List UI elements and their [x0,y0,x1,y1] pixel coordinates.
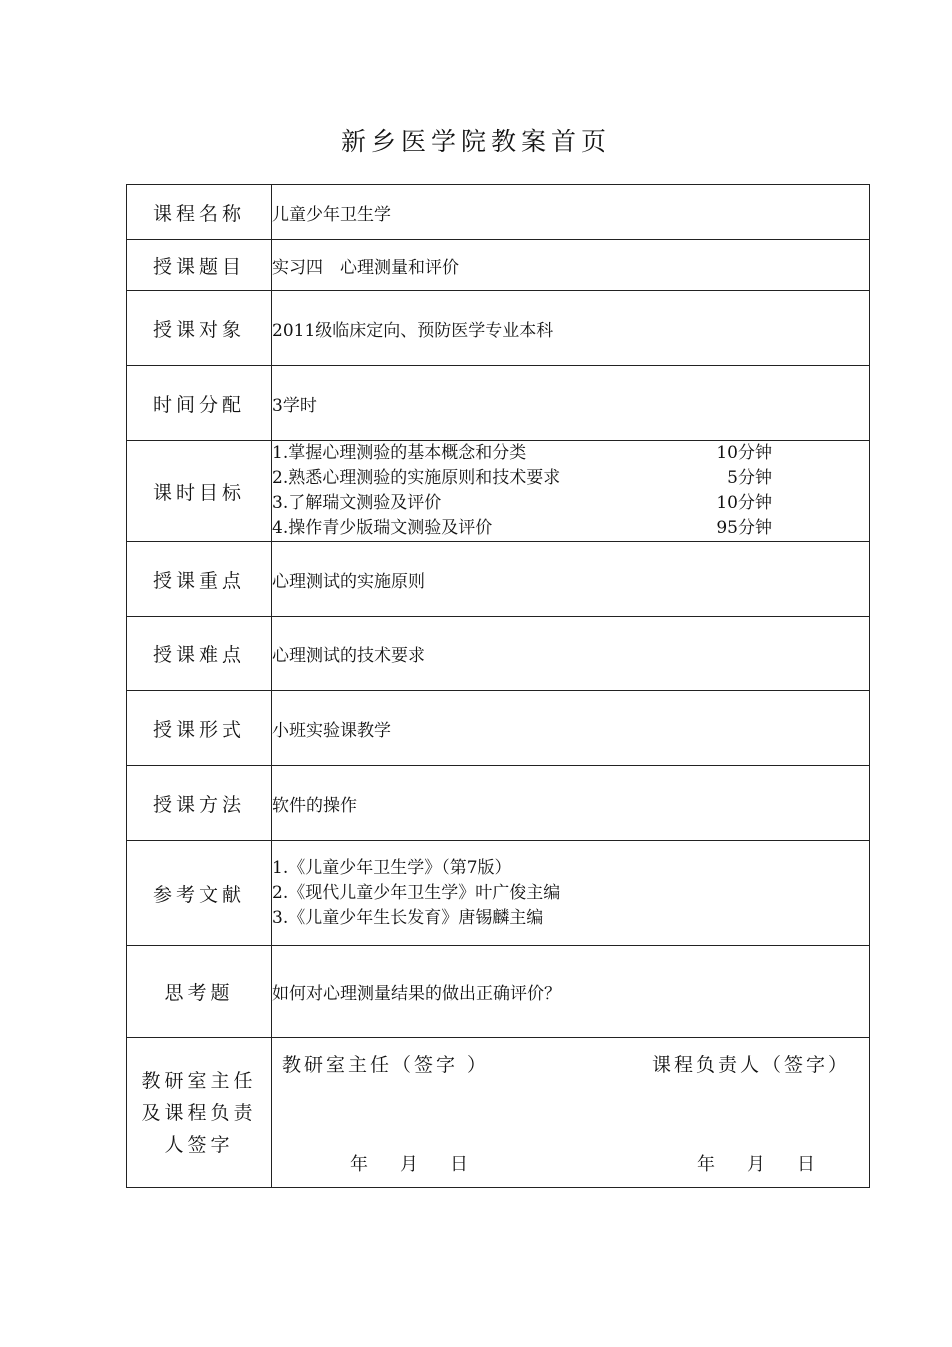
lead-date [697,1150,847,1176]
date-month: 月 [400,1154,418,1175]
date-year: 年 [697,1154,715,1175]
objective-minutes: 10分钟 [716,443,772,463]
question-value: 如何对心理测量结果的做出正确评价？ [272,946,870,1038]
references-label: 参考文献 [127,841,272,946]
signature-label [127,1038,272,1188]
time-value: 3学时 [272,366,870,441]
row-course [127,185,870,240]
difficulties-label: 授课难点 [127,617,272,691]
key-points-value: 心理测试的实施原则 [272,542,870,617]
objective-item [272,516,869,541]
date-day: 日 [797,1154,815,1175]
row-form [127,691,870,766]
course-label: 课程名称 [127,185,272,240]
objective-minutes: 5分钟 [727,468,772,488]
audience-label: 授课对象 [127,291,272,366]
director-signature: 教研室主任（签字 ） [282,1054,490,1076]
row-time [127,366,870,441]
objective-text: 2.熟悉心理测验的实施原则和技术要求 [272,468,561,488]
row-topic [127,240,870,291]
objective-item [272,441,869,466]
date-year: 年 [350,1154,368,1175]
objective-item [272,491,869,516]
lesson-plan-table [126,184,870,1188]
key-points-label: 授课重点 [127,542,272,617]
course-value: 儿童少年卫生学 [272,185,870,240]
signature-label-line: 教研室主任 [141,1069,257,1092]
signature-label-line: 及课程负责 [141,1101,257,1124]
row-question [127,946,870,1038]
page-title: 新乡医学院教案首页 [340,127,611,156]
row-key-points [127,542,870,617]
row-references [127,841,870,946]
lead-signature: 课程负责人（签字） [652,1054,851,1076]
director-date [350,1150,500,1176]
difficulties-value: 心理测试的技术要求 [272,617,870,691]
row-difficulties [127,617,870,691]
references-list [272,841,870,946]
objective-item [272,466,869,491]
method-value: 软件的操作 [272,766,870,841]
reference-item: 3.《儿童少年生长发育》唐锡麟主编 [272,907,544,928]
audience-value: 2011级临床定向、预防医学专业本科 [272,291,870,366]
form-value: 小班实验课教学 [272,691,870,766]
objective-text: 3.了解瑞文测验及评价 [272,493,442,513]
reference-item: 2.《现代儿童少年卫生学》叶广俊主编 [272,882,561,903]
row-objectives [127,441,870,542]
date-day: 日 [450,1154,468,1175]
topic-label: 授课题目 [127,240,272,291]
objective-text: 1.掌握心理测验的基本概念和分类 [272,443,527,463]
signature-area [272,1038,870,1188]
time-label: 时间分配 [127,366,272,441]
signature-label-line: 人签字 [164,1133,234,1156]
objective-minutes: 95分钟 [716,518,772,538]
row-signature [127,1038,870,1188]
form-label: 授课形式 [127,691,272,766]
method-label: 授课方法 [127,766,272,841]
objective-minutes: 10分钟 [716,493,772,513]
row-method [127,766,870,841]
objectives-list [272,441,870,542]
reference-item: 1.《儿童少年卫生学》（第7版） [272,857,512,878]
topic-value: 实习四 心理测量和评价 [272,240,870,291]
row-audience [127,291,870,366]
question-label: 思考题 [127,946,272,1038]
objectives-label: 课时目标 [127,441,272,542]
objective-text: 4.操作青少版瑞文测验及评价 [272,518,493,538]
date-month: 月 [747,1154,765,1175]
